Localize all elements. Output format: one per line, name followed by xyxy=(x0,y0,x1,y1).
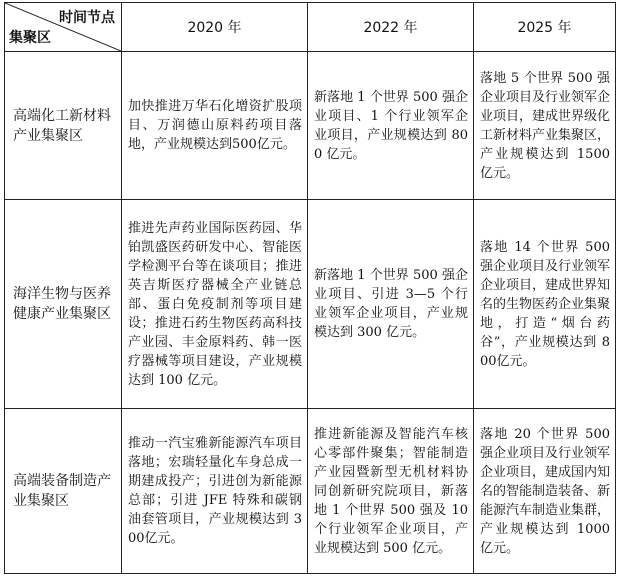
cell-2022: 新落地 1 个世界 500 强企业项目、引进 3—5 个行业领军企业项目，产业规模达到 300 亿元。 xyxy=(308,200,474,409)
column-header-2022: 2022 年 xyxy=(308,3,474,52)
row-label: 高端装备制造产业集聚区 xyxy=(5,409,122,574)
cell-2020: 推进先声药业国际医药园、华铂凯盛医药研发中心、智能医学检测平台等在谈项目；推进英吉斯医疗器械全产业链总部、蛋白免疫制剂等项目建设；推进石药生物医药高科技产业园、丰金原料药、韩一医疗器械等项目建设，产业规模达到 100 亿元。 xyxy=(122,200,308,409)
cell-2022: 新落地 1 个世界 500 强企业项目、1 个行业领军企业项目，产业规模达到 800 亿元。 xyxy=(308,52,474,200)
time-node-label: 时间节点 xyxy=(59,10,115,26)
cell-2022: 推进新能源及智能汽车核心零部件聚集；智能制造产业园暨新型无机材料协同创新研究院项目，新落地 1 个世界 500 强及 10 个行业领军企业项目，产业规模达到 500 亿元。 xyxy=(308,409,474,574)
table-row xyxy=(5,200,616,409)
column-header-2020: 2020 年 xyxy=(122,3,308,52)
cell-2020: 加快推进万华石化增资扩股项目、万润德山原料药项目落地，产业规模达到500亿元。 xyxy=(122,52,308,200)
table-row xyxy=(5,409,616,574)
cell-2025: 落地 20 个世界 500强企业项目及行业领军企业项目，建成国内知名的智能制造装备、新能源汽车制造业集群，产业规模达到 1000 亿元。 xyxy=(474,409,616,574)
column-header-2025: 2025 年 xyxy=(474,3,616,52)
cell-2025: 落地 5 个世界 500 强企业项目及行业领军企业项目，建成世界级化工新材料产业集聚区，产业规模达到 1500 亿元。 xyxy=(474,52,616,200)
row-label: 高端化工新材料产业集聚区 xyxy=(5,52,122,200)
cell-2025: 落地 14 个世界 500强企业项目及行业领军企业项目，建成世界知名的生物医药企业集聚地，打造“烟台药谷”，产业规模达到 800亿元。 xyxy=(474,200,616,409)
cell-2020: 推动一汽宝雅新能源汽车项目落地；宏瑞轻量化车身总成一期建成投产；引进创为新能源总部；引进 JFE 特殊和碳钢油套管项目，产业规模达到 300亿元。 xyxy=(122,409,308,574)
cluster-label: 集聚区 xyxy=(9,30,51,46)
development-table xyxy=(4,2,616,574)
corner-header-cell xyxy=(5,3,122,52)
table-row xyxy=(5,52,616,200)
header-row xyxy=(5,3,616,52)
row-label: 海洋生物与医养健康产业集聚区 xyxy=(5,200,122,409)
